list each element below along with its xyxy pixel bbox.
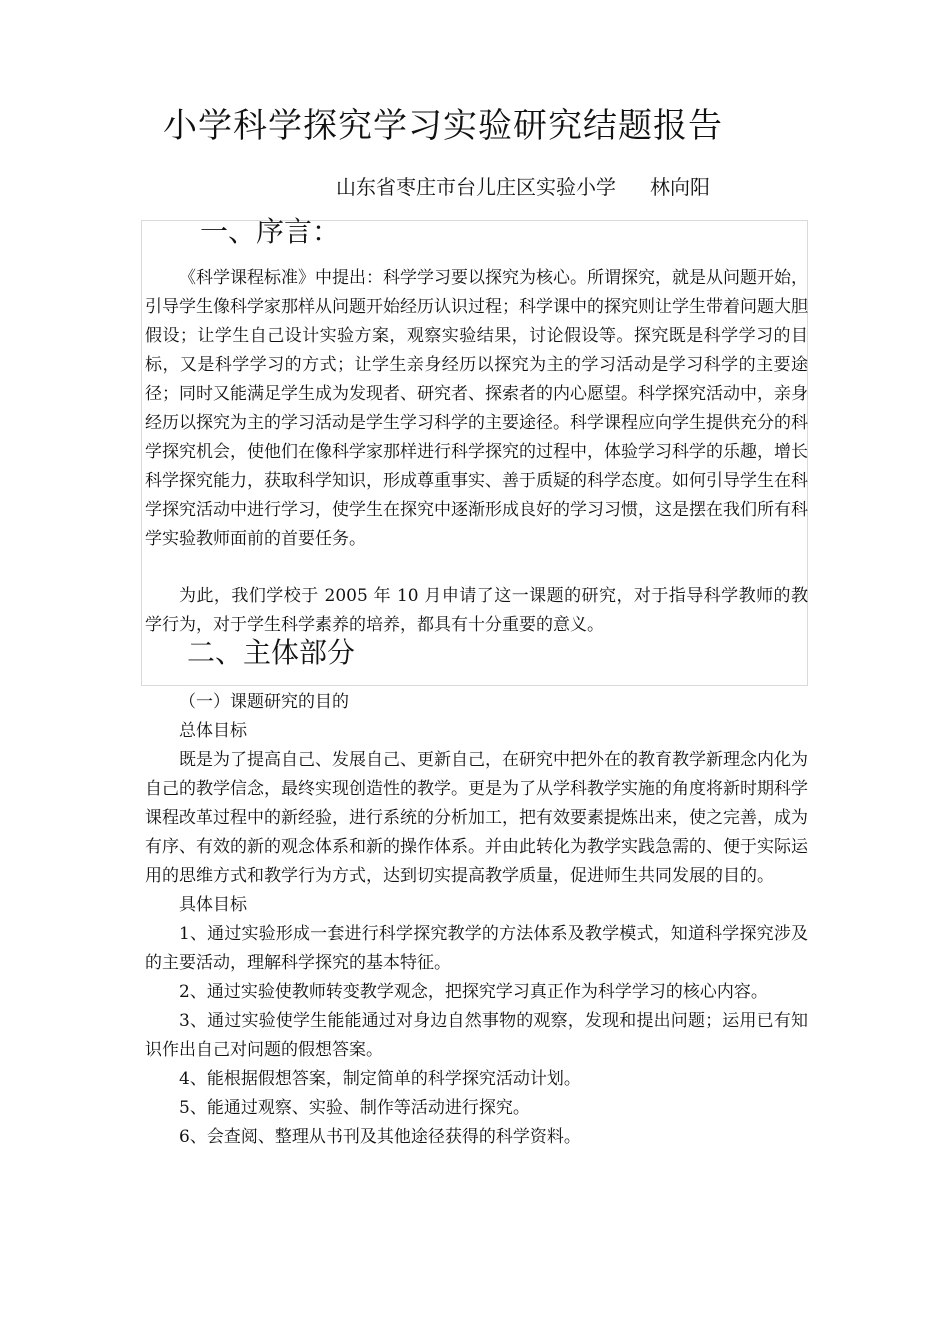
goal-item: 5、能通过观察、实验、制作等活动进行探究。 <box>179 1098 530 1118</box>
school-name: 山东省枣庄市台儿庄区实验小学 <box>336 175 616 199</box>
preface-paragraph: 《科学课程标准》中提出：科学学习要以探究为核心。所谓探究，就是从问题开始，引导学生像科学家那样从问题开始经历认识过程；科学课中的探究则让学生带着问题大胆假设；让学生自己设计实验方案，观察实验结果，讨论假设等。探究既是科学学习的目标，又是科学学习的方式；让学生亲身经历以探究为主的学习活动是学习科学的主要途径；同时又能满足学生成为发现者、研究者、探索者的内心愿望。科学探究活动中，亲身经历以探究为主的学习活动是学生学习科学的主要途径。科学课程应向学生提供充分的科学探究机会，使他们在像科学家那样进行科学探究的过程中，体验学习科学的乐趣，增长科学探究能力，获取科学知识，形成尊重事实、善于质疑的科学态度。如何引导学生在科学探究活动中进行学习，使学生在探究中逐渐形成良好的学习习惯，这是摆在我们所有科学实验教师面前的首要任务。 <box>145 268 808 549</box>
goal-item: 6、会查阅、整理从书刊及其他途径获得的科学资料。 <box>179 1127 581 1147</box>
goal-item: 2、通过实验使教师转变教学观念，把探究学习真正作为科学学习的核心内容。 <box>179 982 768 1002</box>
subsection-heading: （一）课题研究的目的 <box>179 692 349 712</box>
section-heading-preface: 一、序言： <box>200 215 341 248</box>
document-title: 小学科学探究学习实验研究结题报告 <box>163 106 723 146</box>
byline <box>336 171 710 203</box>
section-heading-main: 二、主体部分 <box>187 636 356 669</box>
goal-item: 3、通过实验使学生能能通过对身边自然事物的观察，发现和提出问题；运用已有知识作出自己对问题的假想答案。 <box>145 1011 808 1060</box>
main-body <box>145 688 808 1152</box>
author-name: 林向阳 <box>650 175 710 199</box>
goal-item: 1、通过实验形成一套进行科学探究教学的方法体系及教学模式，知道科学探究涉及的主要活动，理解科学探究的基本特征。 <box>145 924 808 973</box>
specific-goal-label: 具体目标 <box>179 895 247 915</box>
preface-paragraph: 为此，我们学校于 2005 年 10 月申请了这一课题的研究，对于指导科学教师的教学行为，对于学生科学素养的培养，都具有十分重要的意义。 <box>145 586 808 635</box>
goal-item: 4、能根据假想答案，制定简单的科学探究活动计划。 <box>179 1069 581 1089</box>
overall-goal-text: 既是为了提高自己、发展自己、更新自己，在研究中把外在的教育教学新理念内化为自己的教学信念，最终实现创造性的教学。更是为了从学科教学实施的角度将新时期科学课程改革过程中的新经验，进行系统的分析加工，把有效要素提炼出来，使之完善，成为有序、有效的新的观念体系和新的操作体系。并由此转化为教学实践急需的、便于实际运用的思维方式和教学行为方式，达到切实提高教学质量，促进师生共同发展的目的。 <box>145 750 808 886</box>
overall-goal-label: 总体目标 <box>179 721 247 741</box>
